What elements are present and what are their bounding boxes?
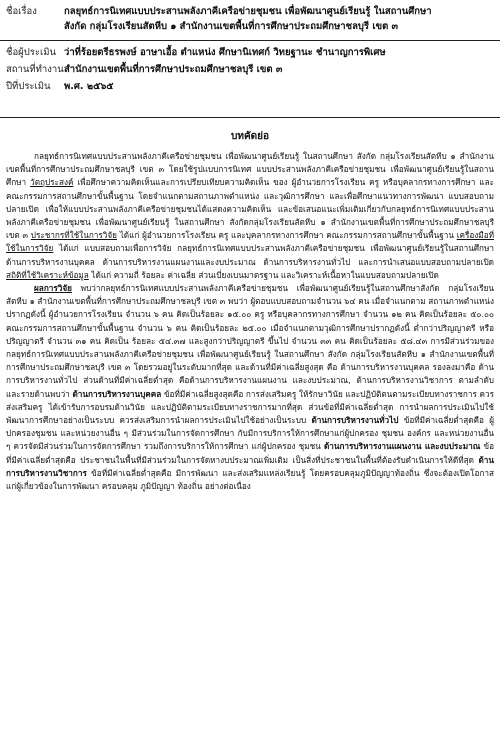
emphasized-text: เครื่องมือที่ใช้ในการวิจัย (6, 230, 495, 254)
paragraph-text: ได้แก่ ผู้อำนวยการโรงเรียน ครู และบุคลากรทางการศึกษา คณะกรรมการสถานศึกษาขั้นพื้นฐาน (116, 230, 457, 241)
year-label: ปีที่ประเมิน (6, 81, 51, 92)
emphasized-text: สถิติที่ใช้วิเคราะห์ข้อมูล (6, 269, 89, 280)
title-label: ชื่อเรื่อง (6, 6, 37, 17)
abstract-body (6, 150, 494, 493)
title-block (6, 4, 494, 34)
researcher-label: ชื่อผู้ประเมิน (6, 47, 56, 58)
divider (0, 40, 500, 41)
emphasized-text: ประชากรที่ใช้ในการวิจัย (30, 230, 117, 241)
emphasized-text: ด้านการบริหารงานทั่วไป (311, 415, 399, 426)
workplace-value: สำนักงานเขตพื้นที่การศึกษาประถมศึกษาชลบุรี เขต ๓ (64, 64, 283, 75)
research-title-line2: สังกัด กลุ่มโรงเรียนสัตหีบ ๑ สำนักงานเขตพื้นที่การศึกษาประถมศึกษาชลบุรี เขต ๓ (64, 21, 399, 32)
paragraph-text: ข้อที่มีค่าเฉลี่ยต่ำสุดคือ มีการพัฒนา และส่งเสริมแหล่งเรียนรู้ โดยครอบคลุมภูมิปัญญาท้องถิ่น ซึ่งจะต้องเปิดโอกาสแก่ผู้เกี่ยวข้องในการพัฒนา ครอบคลุม ภูมิปัญญา ท้องถิ่น อย่างต่อเนื่อง (6, 467, 494, 492)
abstract-heading: บทคัดย่อ (231, 131, 269, 142)
researcher-value: ว่าที่ร้อยตรีธรพงษ์ อาษาเอื้อ ตำแหน่ง ศึกษานิเทศก์ วิทยฐานะ ชำนาญการพิเศษ (64, 47, 386, 58)
emphasized-text: ผลการวิจัย (34, 283, 72, 294)
emphasized-text: ด้านการบริหารงานแผนงาน และงบประมาณ (323, 441, 481, 452)
paragraph-text: ข้อที่มีค่าเฉลี่ยต่ำสุดคือ ผู้ปกครองชุมชน และหน่วยงานอื่น ๆ มีส่วนร่วมในการจัดการศึกษา กับมีการบริการให้การศึกษาแก่ผู้ปกครอง ชุมชน องค์กร และหน่วยงานอื่น ๆ ควรจัดมีส่วนร่วมในการจัดการศึกษา รวมถึงการบริการให้การศึกษา แก่ผู้ปกครอง ชุมชน (6, 415, 495, 452)
divider (0, 117, 500, 118)
paragraph-text: ข้อที่มีค่าเฉลี่ยสูงสุดคือ การส่งเสริมครู ให้รักษาวินัย และปฏิบัติตนตามระเบียบทางราชการ ควรส่งเสริมครู ได้เข้ารับการอบรมด้านวินัย และปฏิบัติตามระเบียบทางราชการมากที่สุด ส่วนข้อที่มีค่าเฉลี่ยต่ำสุด การนำผลการประเมินไปใช้พัฒนาการศึกษาอย่างเป็นระบบ ควรส่งเสริมการนำผลการประเมินไปใช้อย่างเป็นระบบ (6, 388, 494, 426)
abstract-paragraph-1 (6, 150, 494, 282)
workplace-label: สถานที่ทำงาน (6, 64, 64, 75)
year-value: พ.ศ. ๒๕๖๕ (64, 81, 114, 92)
emphasized-text: วัตถุประสงค์ (30, 177, 74, 188)
paragraph-text: ได้แก่ แบบสอบถามเพื่อการวิจัย กลยุทธ์การนิเทศแบบประสานพลังภาคีเครือข่ายชุมชน เพื่อพัฒนาศูนย์เรียนรู้ในสถานศึกษา ด้านการบริหารงานบุคคล ด้านการบริหารงานแผนงานและงบประมาณ ด้านการบริหารงานทั่วไป และการนำเสนอแบบสอบถามปลายเปิด (6, 243, 494, 267)
abstract-paragraph-2 (6, 282, 494, 493)
paragraph-text: พบว่ากลยุทธ์การนิเทศแบบประสานพลังภาคีเครือข่ายชุมชน เพื่อพัฒนาศูนย์เรียนรู้ในสถานศึกษาสังกัด กลุ่มโรงเรียนสัตหีบ ๑ สำนักงานเขตพื้นที่การศึกษาประถมศึกษาชลบุรี เขต ๓ พบว่า ผู้ตอบแบบสอบถามจำนวน ๖๔ คน เมื่อจำแนกตาม สถานภาพตำแหน่งปรากฏดังนี้ ผู้อำนวยการโรงเรียน จำนวน ๖ คน คิดเป็นร้อยละ ๑๕.๐๐ ครู หรือบุคลากรทางการศึกษา จำนวน ๑๒ คน คิดเป็นร้อยละ ๕๐.๐๐ คณะกรรมการสถานศึกษาขั้นพื้นฐาน จำนวน ๖ คน คิดเป็นร้อยละ ๒๕.๐๐ เมื่อจำแนกตามวุฒิการศึกษาปรากฏดังนี้ ต่ำกว่าปริญญาตรี หรือปริญญาตรี จำนวน ๓๑ คน คิดเป็น ร้อยละ ๕๔.๓๗ และสูงกว่าปริญญาตรี ขึ้นไป จำนวน ๓๓ คน คิดเป็นร้อยละ ๕๘.๔๓ การมีส่วนร่วมของ กลยุทธ์การนิเทศแบบประสานพลังภาคีเครือข่ายชุมชน เพื่อพัฒนาศูนย์เรียนรู้ ในสถานศึกษา สังกัด กลุ่มโรงเรียนสัตหีบ ๑ สำนักงานเขตพื้นที่การศึกษาประถมศึกษาชลบุรี เขต ๓ โดยรวมอยู่ในระดับมากที่สุด และด้านที่มีค่าเฉลี่ยสูงสุด คือ ด้านการบริหารงานบุคคล รองลงมาคือ ด้านการบริหารงานทั่วไป ส่วนด้านที่มีค่าเฉลี่ยต่ำสุด คือด้านการบริหารงานแผนงาน และงบประมาณ, ด้านการบริหารงานวิชาการ ตามลำดับ และรายด้านพบว่า (6, 283, 494, 399)
paragraph-text: ได้แก่ ความถี่ ร้อยละ ค่าเฉลี่ย ส่วนเบี่ยงเบนมาตรฐาน และวิเคราะห์เนื้อหาในแบบสอบถามปลายเปิด (88, 269, 439, 280)
emphasized-text: ด้านการบริหารงานบุคคล (72, 388, 162, 399)
paragraph-text: เพื่อศึกษาความคิดเห็นและการเปรียบเทียบความคิดเห็น ของ ผู้อำนวยการโรงเรียน ครู หรือบุคลากรทางการศึกษา และคณะกรรมการสถานศึกษาขั้นพื้นฐาน โดยจำแนกตามสถานภาพตำแหน่ง และวุฒิการศึกษา และเพื่อศึกษาแนวทางการพัฒนา แบบสอบถามปลายเปิด เพื่อให้แบบประสานพลังภาคีเครือข่ายชุมชนได้แสดงความคิดเห็น และข้อเสนอแนะเพิ่มเติมเกี่ยวกับกลยุทธ์การนิเทศแบบประสานพลังภาคีเครือข่ายชุมชน เพื่อพัฒนาศูนย์เรียนรู้ ในสถานศึกษา สังกัดกลุ่มโรงเรียนสัตหีบ ๑ สำนักงานเขตพื้นที่การศึกษาประถมศึกษาชลบุรี เขต ๓ (6, 177, 494, 241)
researcher-block (6, 44, 494, 95)
paragraph-text: กลยุทธ์การนิเทศแบบประสานพลังภาคีเครือข่ายชุมชน เพื่อพัฒนาศูนย์เรียนรู้ ในสถานศึกษา สังกัด กลุ่มโรงเรียนสัตหีบ ๑ สำนักงานเขตพื้นที่การศึกษาประถมศึกษาชลบุรี เขต ๓ โดยใช้รูปแบบการนิเทศ แบบประสานพลังภาคีเครือข่ายชุมชน เพื่อพัฒนาศูนย์เรียนรู้ในสถานศึกษา (6, 151, 494, 188)
emphasized-text: ด้านการบริหารงานวิชาการ (6, 454, 494, 478)
paragraph-text: ข้อที่มีค่าเฉลี่ยต่ำสุดคือ ประชาชนในพื้นที่มีส่วนร่วมในการจัดหางบประมาณเพิ่มเติม เป็นสิ่งที่ประชาชนในพื้นที่ต้องรับดำเนินการให้ดีที่สุด (6, 441, 494, 465)
research-title-line1: กลยุทธ์การนิเทศแบบประสานพลังภาคีเครือข่ายชุมชน เพื่อพัฒนาศูนย์เรียนรู้ ในสถานศึกษา (64, 6, 432, 17)
